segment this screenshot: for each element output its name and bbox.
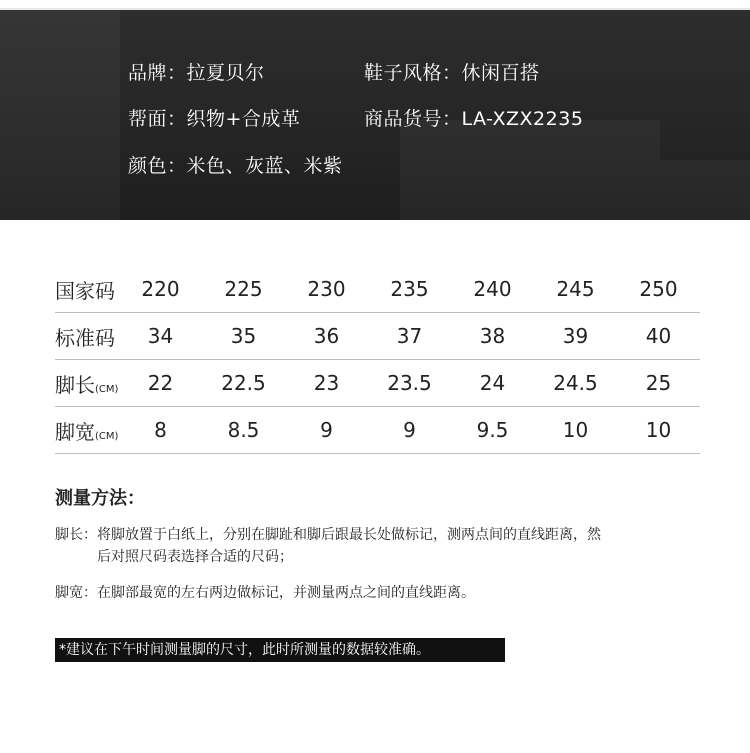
table-cell: 37 bbox=[396, 324, 423, 348]
row-label: 标准码 bbox=[55, 325, 115, 350]
width-instructions: 脚宽：在脚部最宽的左右两边做标记，并测量两点之间的直线距离。 bbox=[55, 585, 475, 601]
table-cell: 24.5 bbox=[553, 371, 598, 395]
spec-sku: 商品货号：LA-XZX2235 bbox=[364, 108, 584, 130]
table-cell: 250 bbox=[639, 277, 678, 301]
table-cell: 10 bbox=[562, 418, 589, 442]
table-cell: 23 bbox=[313, 371, 340, 395]
table-cell: 8 bbox=[154, 418, 167, 442]
table-cell: 22 bbox=[147, 371, 174, 395]
banner-top-border bbox=[0, 0, 750, 8]
measurement-note: *建议在下午时间测量脚的尺寸，此时所测量的数据较准确。 bbox=[55, 638, 505, 662]
unit-label: (CM) bbox=[95, 383, 119, 395]
row-label: 国家码 bbox=[55, 278, 115, 303]
length-line-2: 后对照尺码表选择合适的尺码； bbox=[97, 549, 293, 565]
table-cell: 24 bbox=[479, 371, 506, 395]
size-table bbox=[55, 266, 700, 454]
table-row bbox=[55, 313, 700, 360]
table-cell: 225 bbox=[224, 277, 263, 301]
table-cell: 10 bbox=[645, 418, 672, 442]
table-cell: 23.5 bbox=[387, 371, 432, 395]
table-cell: 9 bbox=[320, 418, 333, 442]
table-cell: 36 bbox=[313, 324, 340, 348]
banner-shadow-left bbox=[0, 10, 120, 220]
row-label: 脚长(CM) bbox=[55, 372, 119, 397]
table-cell: 34 bbox=[147, 324, 174, 348]
table-cell: 9.5 bbox=[476, 418, 509, 442]
table-cell: 35 bbox=[230, 324, 257, 348]
length-line-1: 脚长：将脚放置于白纸上，分别在脚趾和脚后跟最长处做标记，测两点间的直线距离，然 bbox=[55, 527, 601, 543]
spec-style: 鞋子风格：休闲百搭 bbox=[364, 62, 540, 84]
table-cell: 230 bbox=[307, 277, 346, 301]
table-cell: 22.5 bbox=[221, 371, 266, 395]
table-cell: 240 bbox=[473, 277, 512, 301]
table-cell: 25 bbox=[645, 371, 672, 395]
table-cell: 8.5 bbox=[227, 418, 260, 442]
spec-upper: 帮面：织物+合成革 bbox=[128, 108, 301, 130]
table-cell: 40 bbox=[645, 324, 672, 348]
table-cell: 39 bbox=[562, 324, 589, 348]
banner-window-shadow bbox=[400, 120, 660, 220]
table-cell: 235 bbox=[390, 277, 429, 301]
table-row bbox=[55, 360, 700, 407]
table-cell: 220 bbox=[141, 277, 180, 301]
spec-color: 颜色：米色、灰蓝、米紫 bbox=[128, 155, 343, 177]
table-row bbox=[55, 266, 700, 313]
banner-window-shadow-right bbox=[660, 160, 750, 220]
table-cell: 245 bbox=[556, 277, 595, 301]
unit-label: (CM) bbox=[95, 430, 119, 442]
spec-banner bbox=[0, 0, 750, 220]
table-cell: 38 bbox=[479, 324, 506, 348]
row-label: 脚宽(CM) bbox=[55, 419, 119, 444]
table-cell: 9 bbox=[403, 418, 416, 442]
table-row bbox=[55, 407, 700, 454]
spec-brand: 品牌：拉夏贝尔 bbox=[128, 62, 265, 84]
method-title: 测量方法： bbox=[55, 488, 145, 509]
length-instructions bbox=[55, 524, 705, 568]
